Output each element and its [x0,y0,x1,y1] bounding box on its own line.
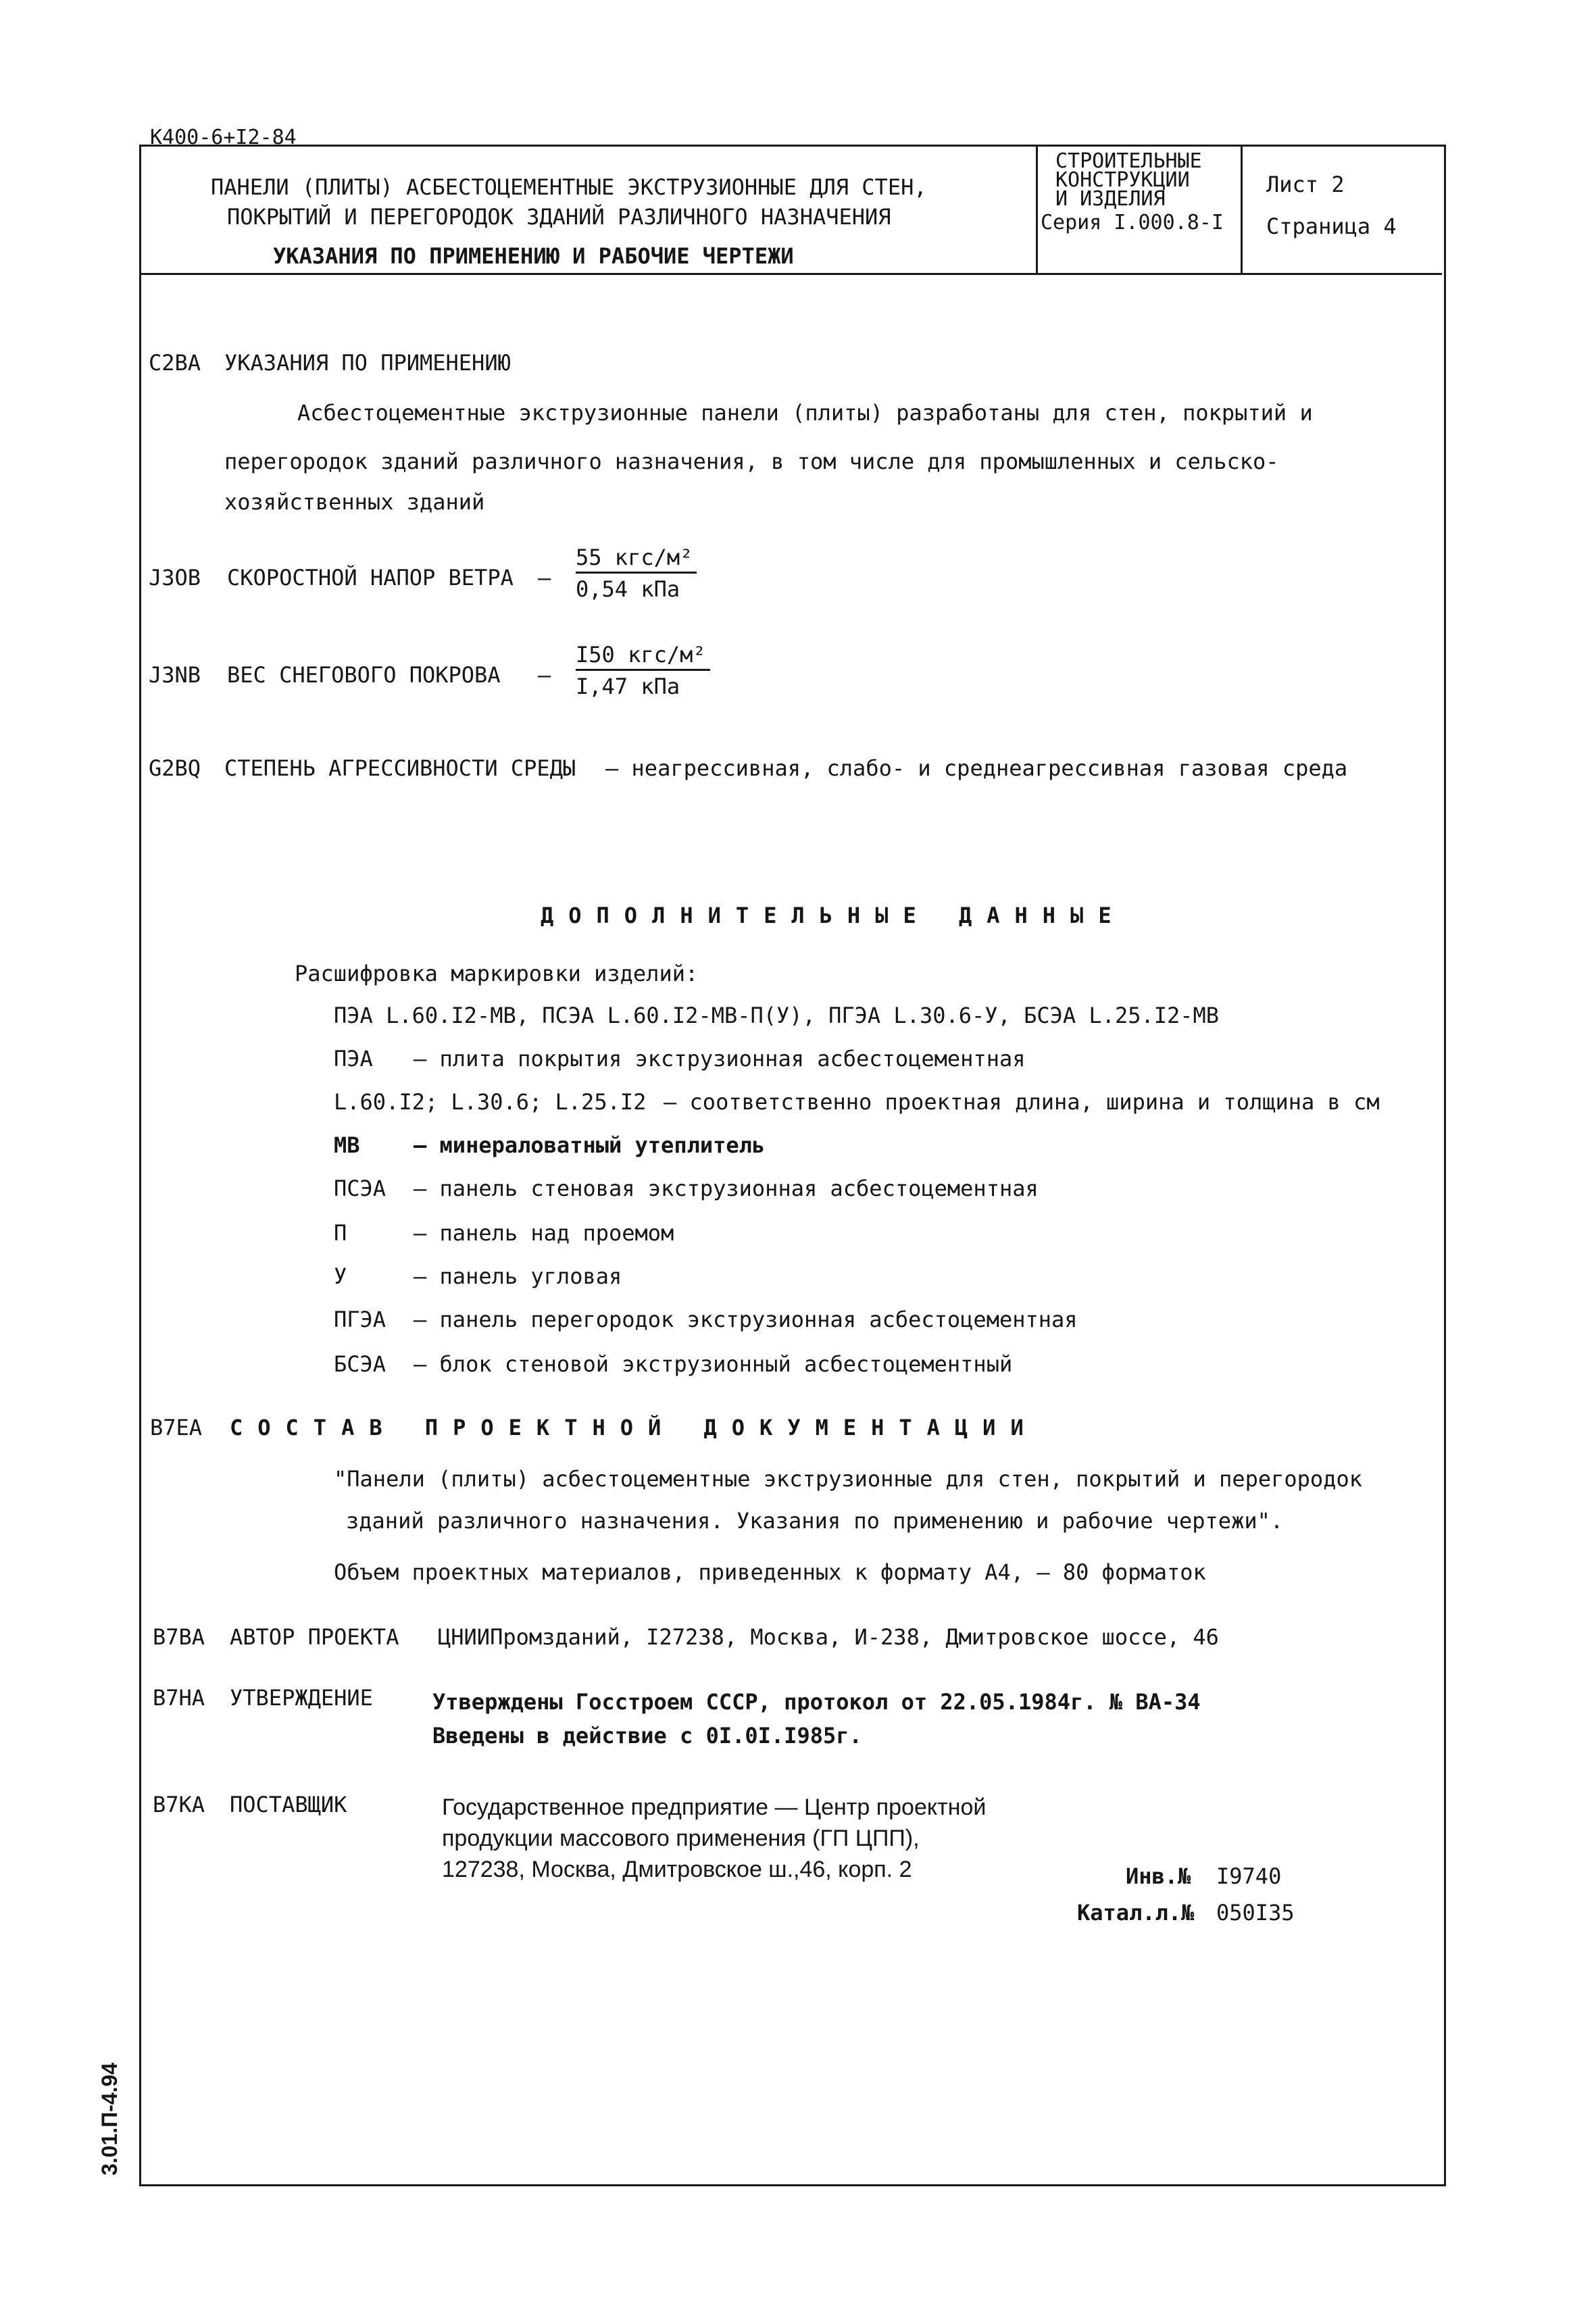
supplier-line2: продукции массового применения (ГП ЦПП), [442,1826,920,1851]
category-line1: СТРОИТЕЛЬНЫЕ [1055,149,1202,173]
application-code: С2ВА [149,350,201,376]
wind-code: ЈЗОВ [149,565,201,590]
legend-key-pea: ПЭА [334,1046,373,1072]
catalog-value: 050I35 [1216,1900,1295,1926]
approval-line2: Введены в действие с 0I.0I.I985г. [432,1723,862,1749]
legend-key-mv: МВ [334,1132,360,1158]
additional-intro: Расшифровка маркировки изделий: [295,961,699,986]
header-divider [139,273,1442,275]
legend-key-dimensions: L.60.I2; L.30.6; L.25.I2 [334,1089,647,1115]
series-number: Серия I.000.8-I [1041,211,1224,234]
category-line2: КОНСТРУКЦИИ [1055,168,1190,192]
supplier-line1: Государственное предприятие — Центр проектной [442,1794,987,1820]
approval-code: В7НА [153,1685,205,1711]
wind-label: СКОРОСТНОЙ НАПОР ВЕТРА [227,565,514,590]
document-code: К400-6+I2-84 [150,126,297,149]
legend-key-psea: ПСЭА [334,1176,386,1201]
sheet-number: Лист 2 [1266,172,1345,197]
author-code: В7ВА [153,1624,205,1650]
snow-fraction [576,642,710,699]
legend-text-mv: – минераловатный утеплитель [414,1132,766,1158]
snow-dash: – [538,662,551,688]
composition-quote-line1: "Панели (плиты) асбестоцементные экструзионные для стен, покрытий и перегородок [334,1466,1362,1492]
application-heading: УКАЗАНИЯ ПО ПРИМЕНЕНИЮ [224,350,511,376]
application-para-line3: хозяйственных зданий [224,489,485,515]
legend-text-psea: – панель стеновая экструзионная асбестоцементная [414,1176,1039,1201]
supplier-label: ПОСТАВЩИК [230,1792,347,1817]
aggressiveness-label: СТЕПЕНЬ АГРЕССИВНОСТИ СРЕДЫ [224,755,576,781]
snow-label: ВЕС СНЕГОВОГО ПОКРОВА [227,662,501,688]
wind-dash: – [538,565,551,590]
legend-text-pea: – плита покрытия экструзионная асбестоцементная [414,1046,1026,1072]
inventory-label: Инв.№ [1126,1863,1191,1889]
application-para-line2: перегородок зданий различного назначения, в том числе для промышленных и сельско- [224,449,1279,474]
header-divider-1 [1036,145,1038,273]
header-title-line1: ПАНЕЛИ (ПЛИТЫ) АСБЕСТОЦЕМЕНТНЫЕ ЭКСТРУЗИОННЫЕ ДЛЯ СТЕН, [211,174,927,200]
approval-line1: Утверждены Госстроем СССР, протокол от 22.05.1984г. № ВА-34 [432,1689,1201,1715]
legend-text-pgea: – панель перегородок экструзионная асбестоцементная [414,1307,1078,1332]
aggressiveness-value: – неагрессивная, слабо- и среднеагрессивная газовая среда [605,755,1348,781]
legend-key-bsea: БСЭА [334,1351,386,1377]
snow-numerator: I50 кгс/м² [576,642,710,671]
legend-key-u: У [334,1263,347,1289]
legend-text-dimensions: – соответственно проектная длина, ширина и толщина в см [664,1089,1380,1115]
header-title-line2: ПОКРЫТИЙ И ПЕРЕГОРОДОК ЗДАНИЙ РАЗЛИЧНОГО НАЗНАЧЕНИЯ [227,204,891,230]
supplier-code: В7КА [153,1792,205,1817]
supplier-line3: 127238, Москва, Дмитровское ш.,46, корп. 2 [442,1857,912,1882]
page-number: Страница 4 [1266,213,1397,239]
header-title-line3: УКАЗАНИЯ ПО ПРИМЕНЕНИЮ И РАБОЧИЕ ЧЕРТЕЖИ [273,243,794,269]
composition-code: В7ЕА [150,1415,203,1440]
wind-fraction [576,545,697,602]
composition-quote-line2: зданий различного назначения. Указания по применению и рабочие чертежи". [346,1508,1284,1534]
legend-text-p: – панель над проемом [414,1220,674,1246]
catalog-label: Катал.л.№ [1077,1900,1195,1926]
composition-heading: СОСТАВ ПРОЕКТНОЙ ДОКУМЕНТАЦИИ [230,1415,1039,1440]
legend-text-bsea: – блок стеновой экструзионный асбестоцементный [414,1351,1013,1377]
legend-text-u: – панель угловая [414,1263,622,1289]
margin-stamp: 3.01.П-4.94 [97,2062,122,2175]
application-para-line1: Асбестоцементные экструзионные панели (плиты) разработаны для стен, покрытий и [297,400,1313,426]
aggressiveness-code: G2BQ [149,755,201,781]
additional-heading: ДОПОЛНИТЕЛЬНЫЕ ДАННЫЕ [541,903,1126,928]
snow-denominator: I,47 кПа [576,674,680,699]
header-divider-2 [1241,145,1243,273]
category-line3: И ИЗДЕЛИЯ [1055,187,1166,211]
snow-code: ЈЗNВ [149,662,201,688]
author-label: АВТОР ПРОЕКТА [230,1624,399,1650]
additional-marks: ПЭА L.60.I2-МВ, ПСЭА L.60.I2-МВ-П(У), ПГЭА L.30.6-У, БСЭА L.25.I2-МВ [334,1003,1220,1028]
approval-label: УТВЕРЖДЕНИЕ [230,1685,373,1711]
legend-key-pgea: ПГЭА [334,1307,386,1332]
author-value: ЦНИИПромзданий, I27238, Москва, И-238, Дмитровское шоссе, 46 [438,1624,1219,1650]
legend-key-p: П [334,1220,347,1246]
inventory-value: I9740 [1216,1863,1282,1889]
composition-volume: Объем проектных материалов, приведенных к формату А4, – 80 форматок [334,1559,1206,1585]
wind-numerator: 55 кгс/м² [576,545,697,574]
wind-denominator: 0,54 кПа [576,576,680,602]
